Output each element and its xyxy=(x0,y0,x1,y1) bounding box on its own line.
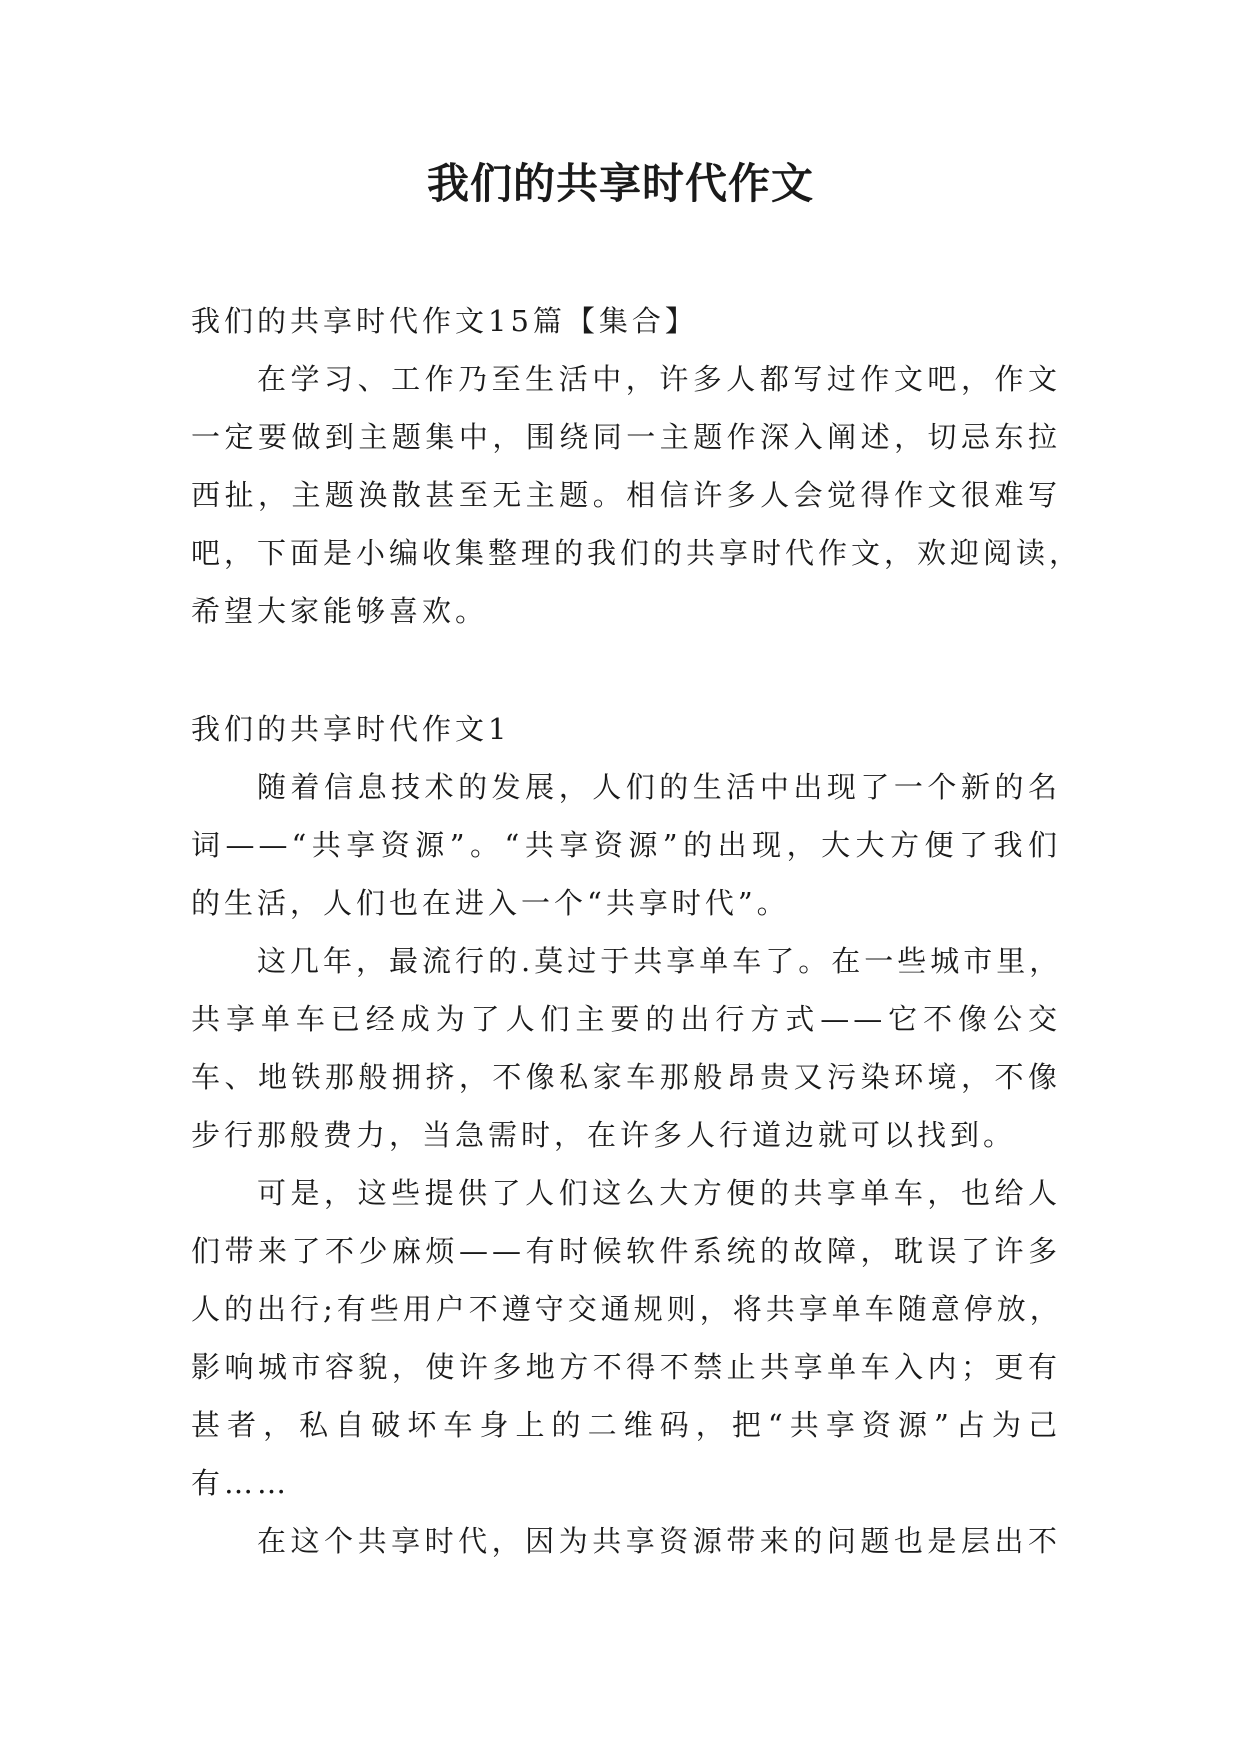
text-line: 人的出行;有些用户不遵守交通规则，将共享单车随意停放， xyxy=(191,1292,1063,1326)
document-body xyxy=(191,292,1083,1570)
essay-paragraph xyxy=(191,758,1061,932)
text-line: 吧，下面是小编收集整理的我们的共享时代作文，欢迎阅读， xyxy=(191,536,1083,570)
text-line: 的生活，人们也在进入一个“共享时代”。 xyxy=(191,886,790,920)
text-line: 们带来了不少麻烦——有时候软件系统的故障，耽误了许多 xyxy=(191,1234,1061,1268)
text-line: 西扯，主题涣散甚至无主题。相信许多人会觉得作文很难写 xyxy=(191,478,1061,512)
text-line: 在学习、工作乃至生活中，许多人都写过作文吧，作文 xyxy=(257,362,1061,396)
text-line: 有…… xyxy=(191,1466,291,1500)
text-line: 词——“共享资源”。“共享资源”的出现，大大方便了我们 xyxy=(191,828,1061,862)
essay-heading: 我们的共享时代作文1 xyxy=(191,712,511,746)
section-spacer xyxy=(191,640,1061,700)
text-line: 甚者，私自破坏车身上的二维码，把“共享资源”占为己 xyxy=(191,1408,1061,1442)
text-line: 一定要做到主题集中，围绕同一主题作深入阐述，切忌东拉 xyxy=(191,420,1061,454)
intro-paragraph xyxy=(191,350,1083,640)
text-line: 希望大家能够喜欢。 xyxy=(191,594,489,628)
text-line: 可是，这些提供了人们这么大方便的共享单车，也给人 xyxy=(257,1176,1061,1210)
text-line: 车、地铁那般拥挤，不像私家车那般昂贵又污染环境，不像 xyxy=(191,1060,1061,1094)
text-line: 在这个共享时代，因为共享资源带来的问题也是层出不 xyxy=(257,1524,1061,1558)
text-line: 步行那般费力，当急需时，在许多人行道边就可以找到。 xyxy=(191,1118,1017,1152)
text-line: 随着信息技术的发展，人们的生活中出现了一个新的名 xyxy=(257,770,1061,804)
essay-paragraph xyxy=(191,1512,1061,1570)
text-line: 这几年，最流行的.莫过于共享单车了。在一些城市里， xyxy=(257,944,1063,978)
page-title: 我们的共享时代作文 xyxy=(426,159,814,208)
text-line: 影响城市容貌，使许多地方不得不禁止共享单车入内；更有 xyxy=(191,1350,1061,1384)
text-line: 共享单车已经成为了人们主要的出行方式——它不像公交 xyxy=(191,1002,1061,1036)
essay-paragraph xyxy=(191,1164,1061,1512)
document-subtitle: 我们的共享时代作文15篇【集合】 xyxy=(191,304,698,338)
essay-paragraph xyxy=(191,932,1061,1164)
